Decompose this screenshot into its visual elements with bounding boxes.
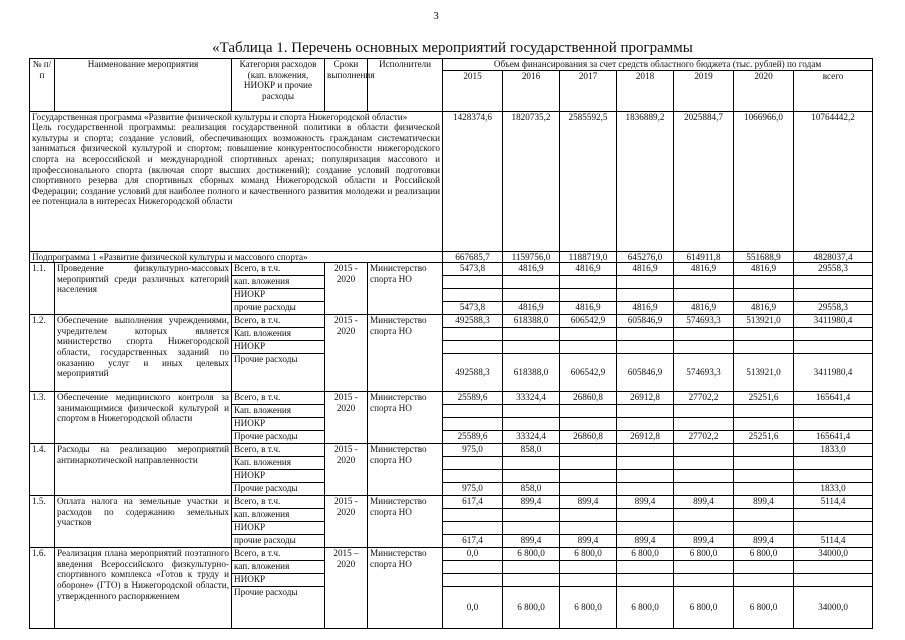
activity-other-value: 4816,9 (734, 302, 794, 315)
activity-empty-cell (674, 289, 734, 302)
activity-empty-cell (674, 418, 734, 431)
activity-empty-cell (674, 470, 734, 483)
activity-total-value: 899,4 (674, 496, 734, 509)
activity-empty-cell (617, 457, 674, 470)
activity-empty-cell (443, 405, 503, 418)
activity-total-value: 6 800,0 (617, 548, 674, 561)
activity-empty-cell (443, 289, 503, 302)
activity-empty-cell (443, 328, 503, 341)
activity-category: Всего, в т.ч. (232, 263, 325, 276)
activity-empty-cell (794, 574, 873, 587)
header-year-2015: 2015 (443, 70, 503, 111)
program-text-cell (30, 111, 443, 251)
activity-category: кап. вложения (232, 509, 325, 522)
program-value: 1836889,2 (617, 111, 674, 251)
program-name: Государственная программа «Развитие физической культуры и спорта Нижегородской области» (32, 111, 408, 122)
activity-row (30, 548, 873, 561)
activity-other-value (560, 483, 617, 496)
activity-total-value: 899,4 (734, 496, 794, 509)
activity-empty-cell (560, 457, 617, 470)
activity-other-value: 4816,9 (617, 302, 674, 315)
activity-executor: Министерство спорта НО (368, 444, 443, 496)
activity-other-value: 5473,8 (443, 302, 503, 315)
activity-total-value: 6 800,0 (560, 548, 617, 561)
activity-empty-cell (734, 457, 794, 470)
activity-total-value: 574693,3 (674, 315, 734, 328)
activity-empty-cell (617, 561, 674, 574)
activity-total-value: 858,0 (503, 444, 560, 457)
activity-empty-cell (503, 341, 560, 354)
activity-empty-cell (674, 509, 734, 522)
activity-category: Кап. вложения (232, 328, 325, 341)
activity-category: кап. вложения (232, 276, 325, 289)
activity-total-value: 1833,0 (794, 444, 873, 457)
activity-total-value: 27702,2 (674, 392, 734, 405)
activity-total-value (734, 444, 794, 457)
activity-empty-cell (443, 509, 503, 522)
activity-other-value: 165641,4 (794, 431, 873, 444)
subprogram-name: Подпрограмма 1 «Развитие физической культуры и массового спорта» (30, 251, 443, 263)
activity-total-value: 165641,4 (794, 392, 873, 405)
activity-empty-cell (794, 341, 873, 354)
activity-empty-cell (674, 328, 734, 341)
header-funding: Объем финансирования за счет средств областного бюджета (тыс. рублей) по годам (443, 59, 873, 71)
activity-row (30, 444, 873, 457)
activity-name: Обеспечение медицинского контроля за занимающимися физической культурой и спортом в Нижегородской области (55, 392, 232, 444)
activity-total-value (674, 444, 734, 457)
activity-other-value: 0,0 (443, 587, 503, 629)
header-category: Категория расходов (кап. вложения, НИОКР и прочие расходы (232, 59, 325, 112)
activity-name: Реализация плана мероприятий поэтапного введения Всероссийского физкультурно-спортивного комплекса «Готов к труду и обороне» (ГТО) в Нижегородской области, утвержденного распоряжением (55, 548, 232, 629)
activity-empty-cell (617, 470, 674, 483)
activity-category: Всего, в т.ч. (232, 444, 325, 457)
activity-other-value: 899,4 (503, 535, 560, 548)
activity-total-value: 29558,3 (794, 263, 873, 276)
header-name: Наименование мероприятия (55, 59, 232, 112)
activity-empty-cell (560, 522, 617, 535)
activity-row (30, 496, 873, 509)
activity-other-value: 1833,0 (794, 483, 873, 496)
header-year-2019: 2019 (674, 70, 734, 111)
activity-category: НИОКР (232, 522, 325, 535)
activity-other-value: 6 800,0 (617, 587, 674, 629)
activity-empty-cell (617, 276, 674, 289)
activity-other-value: 6 800,0 (503, 587, 560, 629)
activity-empty-cell (734, 522, 794, 535)
program-value: 1066966,0 (734, 111, 794, 251)
activity-empty-cell (674, 276, 734, 289)
activity-empty-cell (674, 341, 734, 354)
activity-empty-cell (503, 574, 560, 587)
activity-other-value (674, 483, 734, 496)
activity-empty-cell (560, 509, 617, 522)
activity-other-value: 25251,6 (734, 431, 794, 444)
activity-other-value: 899,4 (617, 535, 674, 548)
activity-total-value: 26860,8 (560, 392, 617, 405)
activity-category: НИОКР (232, 289, 325, 302)
activity-empty-cell (617, 574, 674, 587)
activity-empty-cell (560, 561, 617, 574)
activity-empty-cell (617, 418, 674, 431)
activity-total-value: 492588,3 (443, 315, 503, 328)
activity-total-value: 25251,6 (734, 392, 794, 405)
activity-empty-cell (560, 289, 617, 302)
activity-empty-cell (503, 418, 560, 431)
activity-other-value: 899,4 (734, 535, 794, 548)
activity-category: Кап. вложения (232, 405, 325, 418)
activity-empty-cell (734, 509, 794, 522)
activity-empty-cell (794, 509, 873, 522)
activity-empty-cell (560, 341, 617, 354)
activity-other-value: 858,0 (503, 483, 560, 496)
activity-empty-cell (734, 276, 794, 289)
activity-empty-cell (734, 405, 794, 418)
activity-empty-cell (443, 457, 503, 470)
activity-empty-cell (560, 276, 617, 289)
activity-executor: Министерство спорта НО (368, 496, 443, 548)
activity-executor: Министерство спорта НО (368, 263, 443, 315)
table-title: «Таблица 1. Перечень основных мероприятий государственной программы (212, 40, 693, 56)
activity-total-value: 6 800,0 (503, 548, 560, 561)
activity-category: Всего, в т.ч. (232, 548, 325, 561)
program-value: 1820735,2 (503, 111, 560, 251)
table-body (30, 59, 873, 629)
activity-name: Оплата налога на земельные участки и расходов по содержанию земельных участков (55, 496, 232, 548)
activity-empty-cell (734, 289, 794, 302)
activity-empty-cell (503, 457, 560, 470)
activity-category: НИОКР (232, 341, 325, 354)
activity-other-value (734, 483, 794, 496)
activity-category: Всего, в т.ч. (232, 315, 325, 328)
activity-other-value: 6 800,0 (734, 587, 794, 629)
activity-empty-cell (503, 561, 560, 574)
header-year-2017: 2017 (560, 70, 617, 111)
activity-empty-cell (674, 522, 734, 535)
activity-num: 1.3. (30, 392, 55, 444)
activity-total-value: 5114,4 (794, 496, 873, 509)
activity-empty-cell (443, 522, 503, 535)
activity-category: Всего, в т.ч. (232, 392, 325, 405)
activity-other-value: 4816,9 (503, 302, 560, 315)
activity-name: Обеспечение выполнения учреждениями, учредителем которых является министерство спорта Нижегородской области, государственных заданий по оказанию услуг и иных целевых мероприятий (55, 315, 232, 392)
activity-row (30, 315, 873, 328)
activity-empty-cell (503, 522, 560, 535)
activity-total-value: 4816,9 (734, 263, 794, 276)
subprogram-value: 667685,7 (443, 251, 503, 263)
activity-empty-cell (734, 328, 794, 341)
subprogram-row (30, 251, 873, 263)
activity-empty-cell (503, 405, 560, 418)
activity-empty-cell (794, 328, 873, 341)
activity-empty-cell (794, 405, 873, 418)
activity-total-value: 975,0 (443, 444, 503, 457)
activity-other-value: 34000,0 (794, 587, 873, 629)
activity-empty-cell (794, 522, 873, 535)
subprogram-value: 551688,9 (734, 251, 794, 263)
activity-other-value: 574693,3 (674, 354, 734, 392)
program-value: 2585592,5 (560, 111, 617, 251)
activity-other-value: 27702,2 (674, 431, 734, 444)
subprogram-value: 1159756,0 (503, 251, 560, 263)
activity-other-value: 26912,8 (617, 431, 674, 444)
activity-total-value: 34000,0 (794, 548, 873, 561)
header-terms: Сроки выполнения (325, 59, 368, 112)
activity-total-value: 4816,9 (560, 263, 617, 276)
header-year-2020: 2020 (734, 70, 794, 111)
header-year-total: всего (794, 70, 873, 111)
activity-category: Прочие расходы (232, 354, 325, 392)
activity-category: НИОКР (232, 574, 325, 587)
activity-category: Прочие расходы (232, 431, 325, 444)
activity-row (30, 392, 873, 405)
activity-category: прочие расходы (232, 302, 325, 315)
activity-executor: Министерство спорта НО (368, 392, 443, 444)
activity-empty-cell (443, 470, 503, 483)
activity-empty-cell (794, 418, 873, 431)
subprogram-value: 645276,0 (617, 251, 674, 263)
activity-other-value: 3411980,4 (794, 354, 873, 392)
activity-total-value: 513921,0 (734, 315, 794, 328)
page-number: 3 (433, 10, 439, 22)
activity-other-value: 606542,9 (560, 354, 617, 392)
activity-total-value: 0,0 (443, 548, 503, 561)
activity-empty-cell (503, 289, 560, 302)
activity-empty-cell (617, 522, 674, 535)
activity-executor: Министерство спорта НО (368, 548, 443, 629)
activity-total-value: 4816,9 (617, 263, 674, 276)
activity-num: 1.1. (30, 263, 55, 315)
activity-empty-cell (443, 341, 503, 354)
header-year-2018: 2018 (617, 70, 674, 111)
program-goal: Цель государственной программы: реализация государственной политики в области физической культуры и спорта; создание условий, обеспечивающих возможность гражданам систематически заниматься физической культурой и спортом; повышение конкурентоспособности нижегородского спорта на всероссийской и международной спортивных аренах; популяризация массового и профессионального спорта (включая спорт высших достижений); создание условий подготовки спортивного резерва для спортивных сборных команд Нижегородской области и Российской Федерации; создание условий для наиболее полного и качественного развития молодежи и реализации ее потенциала в интересах Нижегородской области (32, 122, 440, 207)
activity-name: Расходы на реализацию мероприятий антинаркотической направленности (55, 444, 232, 496)
program-value: 1428374,6 (443, 111, 503, 251)
activity-category: Прочие расходы (232, 587, 325, 629)
activity-total-value: 899,4 (503, 496, 560, 509)
activity-total-value: 25589,6 (443, 392, 503, 405)
activity-empty-cell (674, 405, 734, 418)
activity-total-value: 617,4 (443, 496, 503, 509)
activity-empty-cell (617, 509, 674, 522)
activity-terms: 2015 - 2020 (325, 315, 368, 392)
activity-empty-cell (503, 509, 560, 522)
subprogram-value: 1188719,0 (560, 251, 617, 263)
activity-empty-cell (617, 328, 674, 341)
activity-other-value: 899,4 (560, 535, 617, 548)
activity-other-value: 33324,4 (503, 431, 560, 444)
activity-empty-cell (674, 574, 734, 587)
activity-empty-cell (734, 470, 794, 483)
activity-total-value: 899,4 (617, 496, 674, 509)
activity-other-value: 617,4 (443, 535, 503, 548)
activity-terms: 2015 - 2020 (325, 496, 368, 548)
activity-empty-cell (674, 561, 734, 574)
activity-category: кап. вложения (232, 561, 325, 574)
activity-other-value: 5114,4 (794, 535, 873, 548)
activity-empty-cell (443, 561, 503, 574)
activity-other-value: 26860,8 (560, 431, 617, 444)
activity-total-value: 605846,9 (617, 315, 674, 328)
activity-other-value: 6 800,0 (674, 587, 734, 629)
activity-category: Всего, в т.ч. (232, 496, 325, 509)
activity-other-value: 4816,9 (560, 302, 617, 315)
activity-category: НИОКР (232, 418, 325, 431)
activity-empty-cell (560, 574, 617, 587)
activity-category: прочие расходы (232, 535, 325, 548)
activity-empty-cell (794, 276, 873, 289)
activity-empty-cell (503, 328, 560, 341)
activity-num: 1.2. (30, 315, 55, 392)
activity-empty-cell (734, 561, 794, 574)
activity-empty-cell (734, 574, 794, 587)
activity-empty-cell (443, 276, 503, 289)
activity-num: 1.4. (30, 444, 55, 496)
activity-category: Кап. вложения (232, 457, 325, 470)
activity-empty-cell (617, 341, 674, 354)
program-row (30, 111, 873, 251)
activity-empty-cell (560, 405, 617, 418)
activity-empty-cell (794, 457, 873, 470)
activity-total-value: 6 800,0 (674, 548, 734, 561)
activity-empty-cell (503, 276, 560, 289)
activity-empty-cell (560, 328, 617, 341)
activity-num: 1.5. (30, 496, 55, 548)
activity-total-value: 6 800,0 (734, 548, 794, 561)
header-executor: Исполнители (368, 59, 443, 112)
activities-table (29, 58, 873, 629)
activity-num: 1.6. (30, 548, 55, 629)
activity-other-value: 605846,9 (617, 354, 674, 392)
activity-other-value: 29558,3 (794, 302, 873, 315)
activity-row (30, 263, 873, 276)
activity-total-value: 5473,8 (443, 263, 503, 276)
activity-empty-cell (617, 289, 674, 302)
activity-empty-cell (503, 470, 560, 483)
activity-empty-cell (794, 289, 873, 302)
activity-terms: 2015 - 2020 (325, 263, 368, 315)
activity-empty-cell (734, 341, 794, 354)
activity-empty-cell (560, 418, 617, 431)
activity-total-value: 3411980,4 (794, 315, 873, 328)
activity-total-value (617, 444, 674, 457)
activity-empty-cell (734, 418, 794, 431)
activity-other-value: 25589,6 (443, 431, 503, 444)
activity-total-value: 4816,9 (503, 263, 560, 276)
activity-terms: 2015 - 2020 (325, 444, 368, 496)
activity-total-value: 26912,8 (617, 392, 674, 405)
activity-total-value: 899,4 (560, 496, 617, 509)
program-value: 10764442,2 (794, 111, 873, 251)
subprogram-value: 4828037,4 (794, 251, 873, 263)
activity-empty-cell (794, 470, 873, 483)
subprogram-value: 614911,8 (674, 251, 734, 263)
activity-other-value: 6 800,0 (560, 587, 617, 629)
activity-other-value: 4816,9 (674, 302, 734, 315)
header-year-2016: 2016 (503, 70, 560, 111)
activity-total-value: 4816,9 (674, 263, 734, 276)
activity-terms: 2015 – 2020 (325, 548, 368, 629)
activity-total-value (560, 444, 617, 457)
program-value: 2025884,7 (674, 111, 734, 251)
activity-total-value: 618388,0 (503, 315, 560, 328)
activity-empty-cell (794, 561, 873, 574)
activity-empty-cell (443, 418, 503, 431)
activity-other-value: 492588,3 (443, 354, 503, 392)
activity-executor: Министерство спорта НО (368, 315, 443, 392)
activity-empty-cell (560, 470, 617, 483)
activity-empty-cell (443, 574, 503, 587)
activity-empty-cell (674, 457, 734, 470)
activity-other-value: 975,0 (443, 483, 503, 496)
activity-category: НИОКР (232, 470, 325, 483)
header-num: № п/п (30, 59, 55, 112)
activity-name: Проведение физкультурно-массовых мероприятий среди различных категорий населения (55, 263, 232, 315)
activity-empty-cell (617, 405, 674, 418)
activity-other-value: 899,4 (674, 535, 734, 548)
activity-other-value: 513921,0 (734, 354, 794, 392)
activity-other-value (617, 483, 674, 496)
activity-terms: 2015 - 2020 (325, 392, 368, 444)
activity-other-value: 618388,0 (503, 354, 560, 392)
activity-total-value: 606542,9 (560, 315, 617, 328)
activity-total-value: 33324,4 (503, 392, 560, 405)
activity-category: Прочие расходы (232, 483, 325, 496)
